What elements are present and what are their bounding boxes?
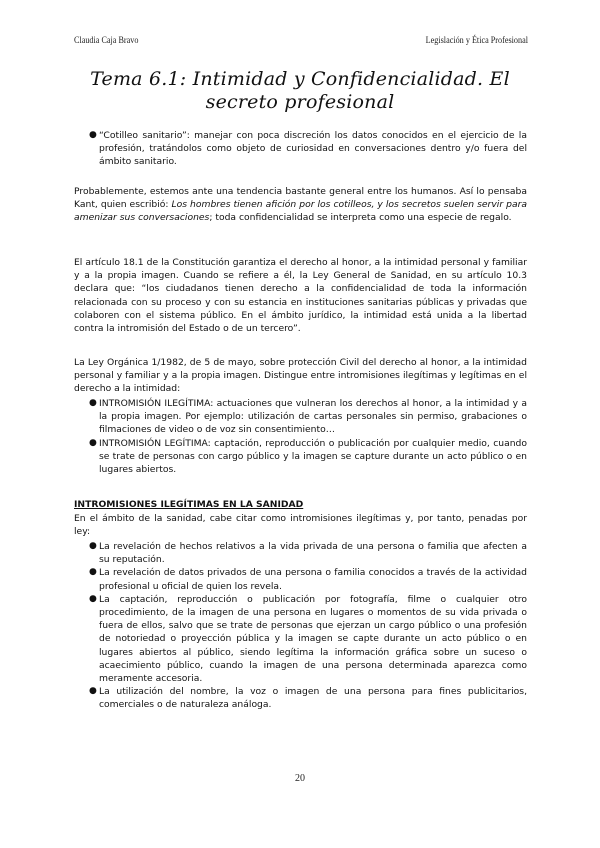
list-item: ● La revelación de hechos relativos a la vida privada de una persona o familia que afecten a su reputación. [89, 541, 527, 566]
intromision-bullet-list [74, 397, 527, 476]
bullet-icon: ● [89, 398, 97, 408]
bullet-icon: ● [89, 593, 97, 604]
sanidad-bullet-list [74, 540, 527, 712]
paragraph-constitution: El artículo 18.1 de la Constitución garantiza el derecho al honor, a la intimidad personal y familiar y a la propia imagen. Cuando se refiere a él, la Ley General de Sanidad, en su artículo 10.3 declara que: “los ciudadanos tienen derecho a la confidencialidad de toda la información relacionada con su proceso y con su estancia en instituciones sanitarias públicas y privadas que colaboren con el sistema público. En el ámbito jurídico, la intimidad está unida a la libertad contra la intromisión del Estado o de un tercero”. [74, 257, 527, 335]
paragraph-ley-organica: La Ley Orgánica 1/1982, de 5 de mayo, sobre protección Civil del derecho al honor, a la intimidad personal y familiar y a la propia imagen. Distingue entre intromisiones ilegítimas y legítimas en el derecho a la intimidad: [74, 357, 527, 395]
header-subject: Legislación y Ética Profesional [425, 36, 528, 46]
list-item: ● La captación, reproducción o publicación por fotografía, filme o cualquier otro procedimiento, de la imagen de una persona en lugares o momentos de su vida privada o fuera de ellos, salvo que se trate de personas que ejerzan un cargo público o una profesión de notoriedad o proyección pública y la imagen se capte durante un acto público o en lugares abiertos al público, siendo legítima la información gráfica sobre un suceso o acaecimiento público, cuando la imagen de una persona determinada aparezca como meramente accesoria. [89, 593, 527, 685]
intro-bullet-list [74, 129, 527, 169]
paragraph-kant: Probablemente, estemos ante una tendencia bastante general entre los humanos. Así lo pensaba Kant, quien escribió: Los hombres tienen afición por los cotilleos, y los secretos suelen servir para amenizar sus conversaciones; toda confidencialidad se interpreta como una especie de regalo. [74, 186, 527, 224]
list-item: ● La utilización del nombre, la voz o imagen de una persona para fines publicitarios, comerciales o de naturaleza análoga. [89, 686, 527, 711]
list-item: ● INTROMISIÓN ILEGÍTIMA: actuaciones que vulneran los derechos al honor, a la intimidad y a la propia imagen. Por ejemplo: utilización de cartas personales sin permiso, grabaciones o filmaciones de video o de voz sin consentimiento… [89, 398, 527, 436]
list-item: ● INTROMISIÓN LEGÍTIMA: captación, reproducción o publicación por cualquier medio, cuando se trate de personas con cargo público y la imagen se capture durante un acto público o en lugares abiertos. [89, 437, 527, 476]
bullet-icon: ● [89, 437, 97, 448]
bullet-icon: ● [89, 541, 97, 551]
section-heading: INTROMISIONES ILEGÍTIMAS EN LA SANIDAD [74, 499, 304, 510]
header-author: Claudia Caja Bravo [74, 36, 139, 46]
page-number: 20 [295, 773, 305, 784]
list-item: ● La revelación de datos privados de una persona o familia conocidos a través de la actividad profesional u oficial de quien los revela. [89, 567, 527, 592]
section-intro: En el ámbito de la sanidad, cabe citar como intromisiones ilegítimas y, por tanto, penadas por ley: [74, 513, 527, 538]
bullet-icon: ● [89, 130, 97, 140]
bullet-icon: ● [89, 567, 97, 578]
page-title: Tema 6.1: Intimidad y Confidencialidad. El secreto profesional [90, 68, 510, 113]
bullet-icon: ● [89, 686, 97, 697]
list-item: ● “Cotilleo sanitario”: manejar con poca discreción los datos conocidos en el ejercicio de la profesión, tratándolos como objeto de curiosidad en conversaciones dentro y/o fuera del ámbito sanitario. [89, 130, 527, 168]
kant-quote: Los hombres tienen afición por los cotilleos, y los secretos suelen servir para amenizar sus conversaciones [74, 199, 527, 224]
